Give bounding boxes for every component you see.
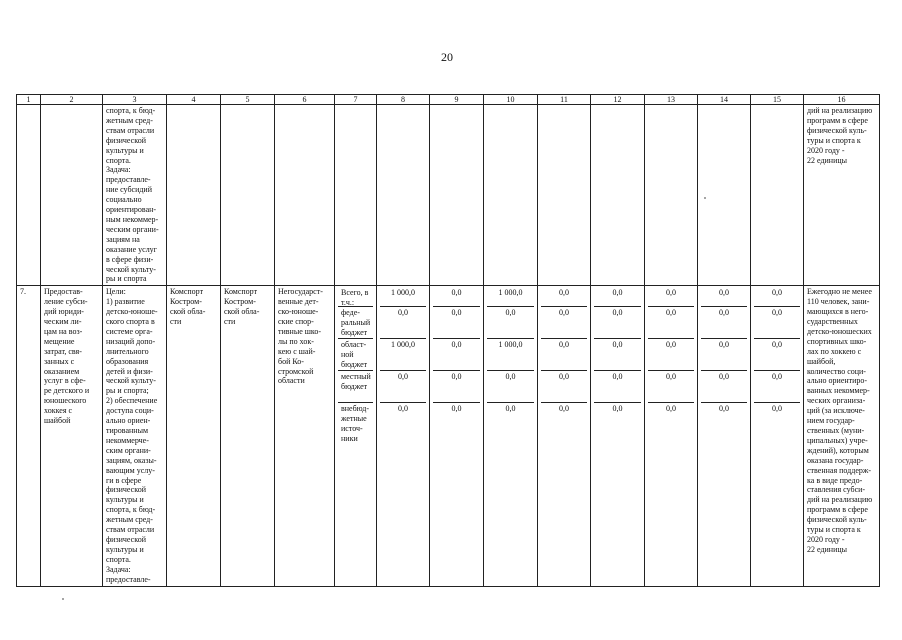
indicator-cell: Ежегодно не менее 110 человек, зани- мающихся в него- сударственных детско-юношеских спортивных шко- лах по хоккею с шайбой, количество соци- ально ориентиро- ванных некоммер- ческих организа- ций (за исключе- нием государ- ственных (муни- ципальных) учре- ждений), которым оказана государ- ственная поддерж- ка в виде предо- ставления субси- дий на реализацию программ в сфере физической куль- туры и спорта к 2020 году - 22 единицы	[804, 286, 880, 586]
source-label: внебюд- жетные источ- ники	[338, 402, 373, 446]
amount-value: 0,0	[666, 288, 676, 298]
amount-value: 0,0	[541, 370, 587, 402]
amount-value: 0,0	[594, 370, 641, 402]
amount-value: 0,0	[612, 288, 623, 298]
amount-value: 0,0	[433, 402, 480, 446]
header-cell: 4	[167, 95, 221, 105]
coexecutor-cell: Комспорт Костром- ской обла- сти	[221, 286, 275, 586]
amount-value: 0,0	[433, 306, 480, 338]
amount-value: 0,0	[754, 338, 800, 370]
amount-value: 0,0	[594, 402, 641, 446]
amount-value: 0,0	[541, 306, 587, 338]
header-cell: 14	[698, 95, 751, 105]
header-cell: 3	[103, 95, 167, 105]
amount-value: 0,0	[451, 288, 462, 298]
amount-value: 0,0	[541, 338, 587, 370]
amount-value: 0,0	[433, 370, 480, 402]
amount-value: 1 000,0	[391, 288, 415, 298]
amount-value: 0,0	[772, 288, 782, 298]
amount-col-11	[538, 286, 591, 586]
amount-value: 1 000,0	[487, 338, 534, 370]
header-cell: 5	[221, 95, 275, 105]
amount-value: 0,0	[559, 288, 569, 298]
amount-col-9	[430, 286, 484, 586]
amount-value: 0,0	[594, 338, 641, 370]
table-row-continuation	[17, 105, 880, 286]
page-number: 20	[441, 50, 453, 64]
scan-speck	[704, 197, 706, 199]
amount-col-12	[591, 286, 645, 586]
amount-value: 0,0	[648, 306, 694, 338]
amount-value: 0,0	[648, 402, 694, 446]
amount-col-10	[484, 286, 538, 586]
amount-value: 1 000,0	[498, 288, 523, 298]
header-cell: 11	[538, 95, 591, 105]
header-cell: 2	[41, 95, 103, 105]
amount-value: 0,0	[433, 338, 480, 370]
header-cell: 15	[751, 95, 804, 105]
amount-value: 0,0	[380, 306, 426, 338]
row-number: 7.	[17, 286, 41, 586]
header-row	[17, 95, 880, 105]
amount-value: 0,0	[701, 402, 747, 446]
header-cell: 16	[804, 95, 880, 105]
amount-value: 0,0	[701, 338, 747, 370]
header-cell: 6	[275, 95, 335, 105]
funding-sources-cell	[335, 286, 377, 586]
amount-value: 0,0	[719, 288, 729, 298]
participants-cell: Негосударст- венные дет- ско-юноше- ские спор- тивные шко- лы по хок- кею с шай- бой Ко- стромской области	[275, 286, 335, 586]
amount-value: 0,0	[541, 402, 587, 446]
amount-value: 0,0	[648, 370, 694, 402]
table-row-7	[17, 286, 880, 586]
executor-cell: Комспорт Костром- ской обла- сти	[167, 286, 221, 586]
amount-col-8	[377, 286, 430, 586]
header-cell: 13	[645, 95, 698, 105]
indicator-cell: дий на реализацию программ в сфере физической куль- туры и спорта к 2020 году - 22 единицы	[804, 105, 880, 286]
amount-value: 0,0	[701, 306, 747, 338]
header-cell: 9	[430, 95, 484, 105]
amount-value: 0,0	[380, 370, 426, 402]
amount-value: 0,0	[701, 370, 747, 402]
source-label: Всего, в т.ч.:	[341, 288, 369, 308]
amount-col-15	[751, 286, 804, 586]
goals-cell: спорта, к бюд- жетным сред- ствам отрасли физической культуры и спорта. Задача: предоставле- ние субсидий социально ориентирован- ным некоммер- ческим органи- зациям на оказание услуг в сфере физи- ческой культу- ры и спорта	[103, 105, 167, 286]
amount-col-13	[645, 286, 698, 586]
amount-value: 0,0	[594, 306, 641, 338]
header-cell: 1	[17, 95, 41, 105]
goals-cell: Цели: 1) развитие детско-юноше- ского спорта в системе орга- низаций допо- лнительного образования детей и физи- ческой культу- ры и спорта; 2) обеспечение доступа соци- ально ориен- тированным некоммерче- ским органи- зациям, оказы- вающим услу- ги в сфере физической культуры и спорта, к бюд- жетным сред- ствам отрасли физической культуры и спорта. Задача: предоставле-	[103, 286, 167, 586]
source-label: феде- ральный бюджет	[338, 306, 373, 338]
amount-col-14	[698, 286, 751, 586]
scan-speck	[62, 598, 64, 600]
amount-value: 0,0	[487, 306, 534, 338]
amount-value: 0,0	[754, 402, 800, 446]
amount-value: 1 000,0	[380, 338, 426, 370]
amount-value: 0,0	[487, 370, 534, 402]
amount-value: 0,0	[754, 370, 800, 402]
header-cell: 12	[591, 95, 645, 105]
amount-value: 0,0	[648, 338, 694, 370]
program-table	[16, 94, 880, 587]
amount-value: 0,0	[487, 402, 534, 446]
source-label: област- ной бюджет	[338, 338, 373, 370]
source-label: местный бюджет	[338, 370, 373, 402]
header-cell: 8	[377, 95, 430, 105]
amount-value: 0,0	[380, 402, 426, 446]
amount-value: 0,0	[754, 306, 800, 338]
activity-name-cell: Предостав- ление субси- дий юриди- ческим ли- цам на воз- мещение затрат, свя- занных с оказанием услуг в сфе- ре детского и юношеского хоккея с шайбой	[41, 286, 103, 586]
header-cell: 10	[484, 95, 538, 105]
header-cell: 7	[335, 95, 377, 105]
